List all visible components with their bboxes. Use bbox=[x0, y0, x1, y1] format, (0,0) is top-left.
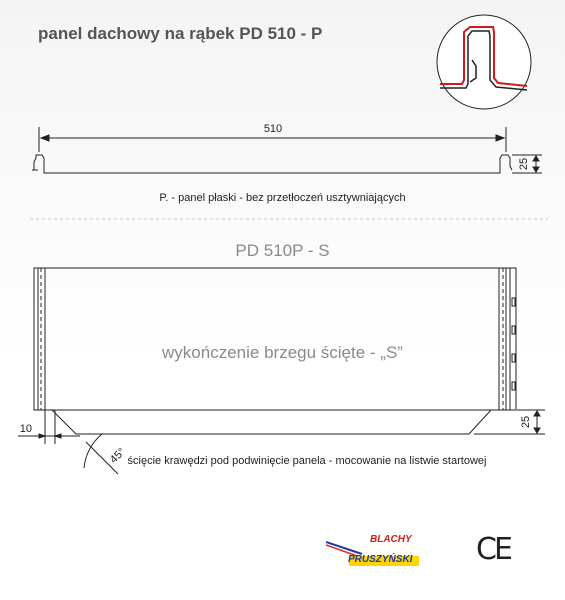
page-title: panel dachowy na rąbek PD 510 - P bbox=[38, 24, 323, 43]
height-dimension-label: 25 bbox=[518, 157, 530, 171]
profile-caption: P. - panel płaski - bez przetłoczeń usztywniających bbox=[159, 192, 406, 204]
logo-line1: BLACHY bbox=[370, 534, 412, 545]
variant-caption: ścięcie krawędzi pod podwinięcie panela - mocowanie na listwie startowej bbox=[127, 455, 487, 467]
ce-mark: CE bbox=[476, 532, 510, 567]
angle-label: 45° bbox=[107, 445, 129, 467]
edge-finish-label: wykończenie brzegu ścięte - „S” bbox=[162, 343, 403, 362]
pruszynski-logo bbox=[326, 532, 426, 574]
chamfer-height-label: 25 bbox=[520, 415, 532, 429]
offset-dimension-label: 10 bbox=[19, 423, 32, 435]
variant-title: PD 510P - S bbox=[235, 241, 330, 260]
logo-line2: PRUSZYŃSKI bbox=[348, 554, 413, 565]
width-dimension-label: 510 bbox=[263, 123, 283, 135]
